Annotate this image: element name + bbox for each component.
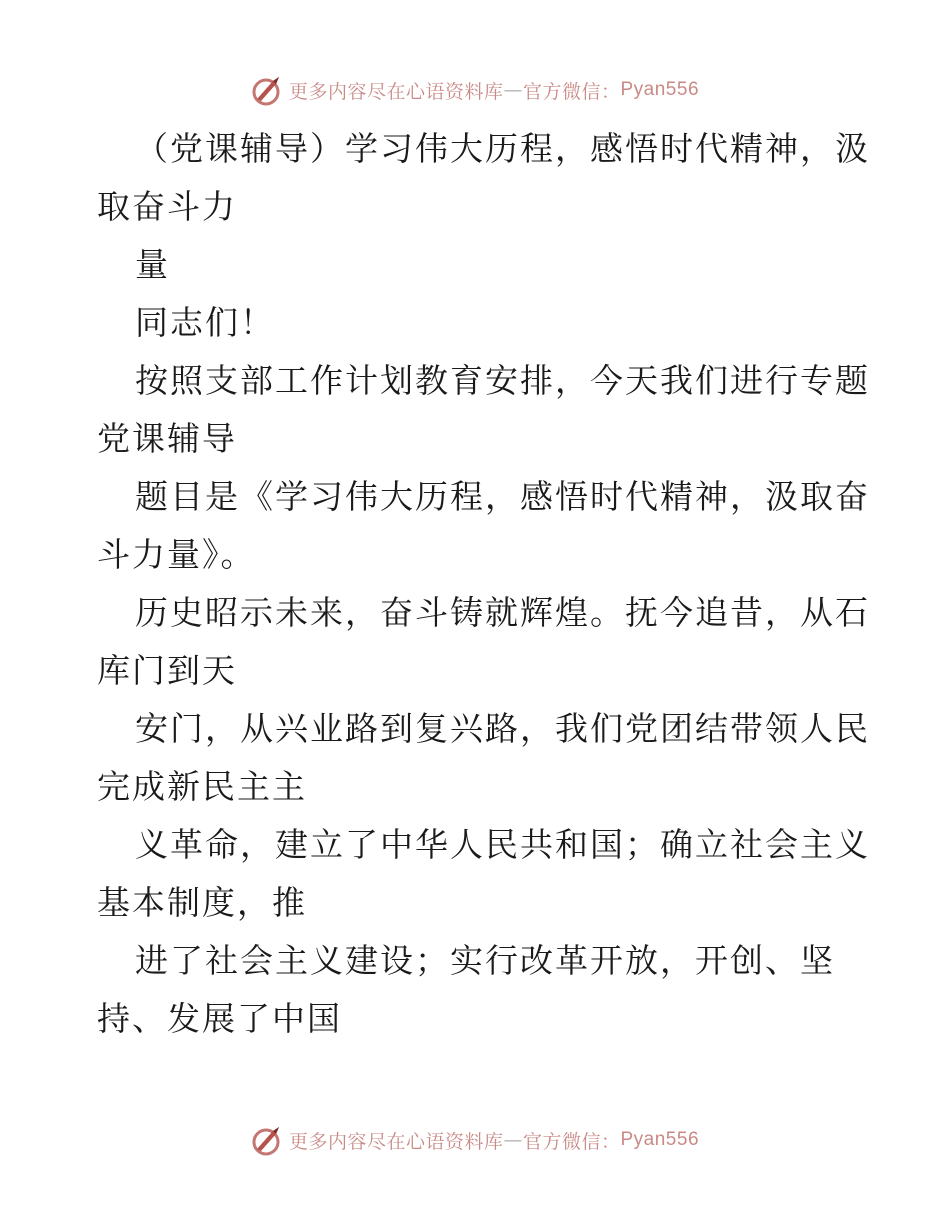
document-line: 斗力量》。 xyxy=(97,535,256,574)
document-line: 取奋斗力 xyxy=(97,187,237,226)
watermark-main-text: 更多内容尽在心语资料库 xyxy=(288,1130,504,1153)
document-line: 进了社会主义建设；实行改革开放，开创、坚 xyxy=(135,941,835,980)
footer-watermark xyxy=(0,1120,950,1160)
watermark-contact-label: 官方微信： xyxy=(522,80,621,103)
header-watermark xyxy=(0,70,950,110)
watermark-separator: — xyxy=(503,1129,523,1151)
watermark-contact-id: Pyan556 xyxy=(620,1129,700,1150)
document-line: 按照支部工作计划教育安排，今天我们进行专题 xyxy=(135,361,870,400)
document-line: 党课辅导 xyxy=(97,419,237,458)
document-line: 基本制度，推 xyxy=(97,883,307,922)
document-body xyxy=(97,120,870,1048)
document-line: 历史昭示未来，奋斗铸就辉煌。抚今追昔，从石 xyxy=(135,593,870,632)
document-line: 完成新民主主 xyxy=(97,767,307,806)
watermark-contact-id: Pyan556 xyxy=(620,79,700,100)
document-line: 持、发展了中国 xyxy=(97,999,342,1038)
pen-nib-logo-icon xyxy=(251,1123,285,1157)
document-line: 库门到天 xyxy=(97,651,237,690)
document-line: （党课辅导）学习伟大历程，感悟时代精神，汲 xyxy=(135,129,870,168)
document-line: 义革命，建立了中华人民共和国；确立社会主义 xyxy=(135,825,870,864)
document-line: 同志们！ xyxy=(135,303,275,342)
watermark-separator: — xyxy=(503,79,523,101)
document-line: 题目是《学习伟大历程，感悟时代精神，汲取奋 xyxy=(135,477,870,516)
watermark-main-text: 更多内容尽在心语资料库 xyxy=(288,80,504,103)
document-line: 安门，从兴业路到复兴路，我们党团结带领人民 xyxy=(135,709,870,748)
watermark-contact-label: 官方微信： xyxy=(522,1130,621,1153)
pen-nib-logo-icon xyxy=(251,73,285,107)
document-line: 量 xyxy=(135,245,170,284)
